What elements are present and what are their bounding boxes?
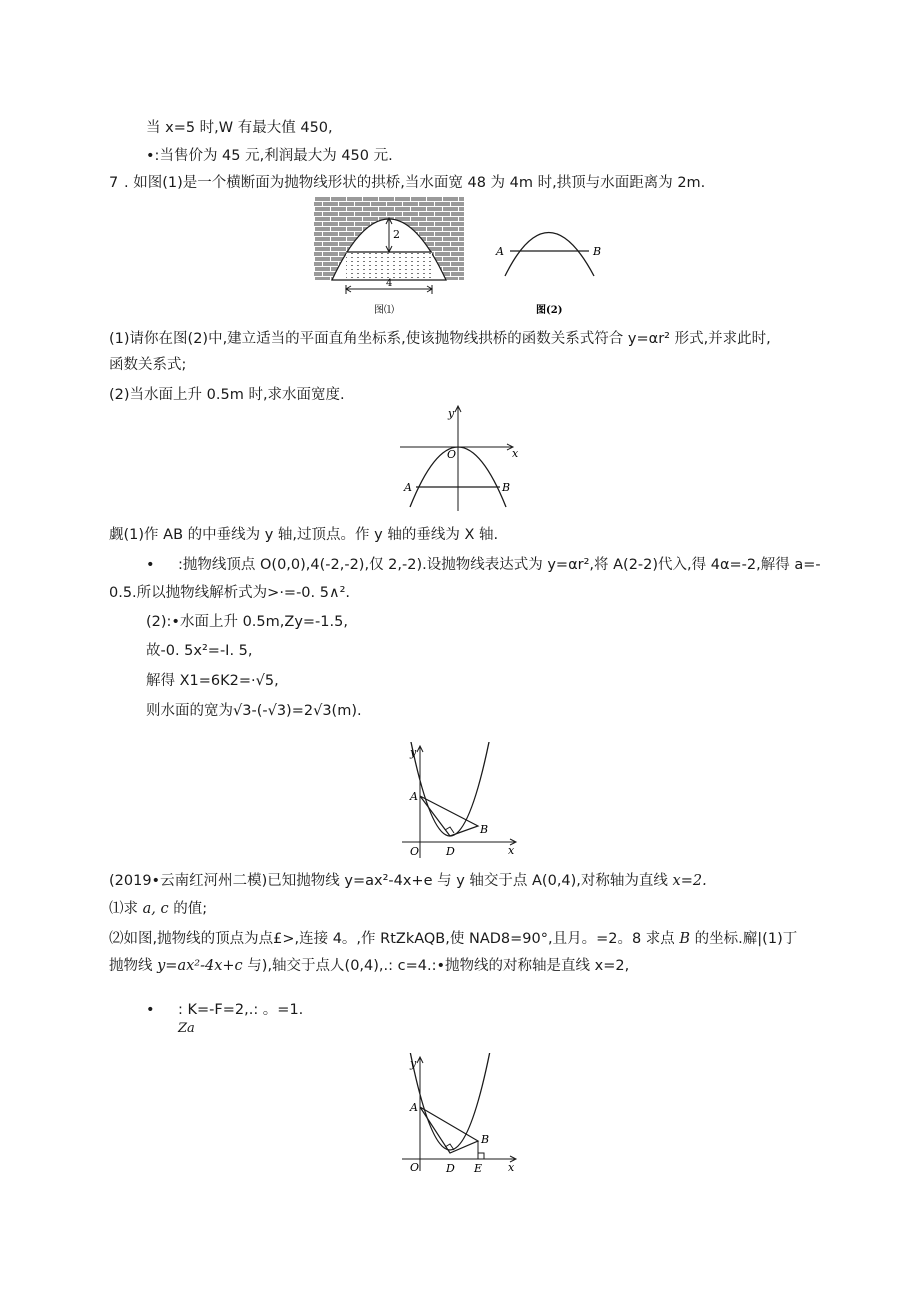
point-a-label: A	[410, 790, 418, 803]
triangle-adb	[420, 796, 478, 836]
figure-1-arch-bridge	[314, 196, 466, 321]
solution-line-5: 故-0. 5x²=-I. 5,	[146, 643, 253, 659]
point-b-symbol: B	[679, 931, 691, 947]
x-axis-label: x	[512, 447, 519, 460]
triangle-adb	[420, 1107, 478, 1153]
question-7-stem: . 如图(1)是一个横断面为抛物线形状的拱桥,当水面宽 48 为 4m 时,拱顶与水面距离为 2m.	[124, 175, 706, 191]
figure-4-triangle-parabola	[398, 742, 520, 864]
figure-1-caption: 图⑴	[374, 305, 394, 316]
problem-8-part-1	[109, 899, 207, 919]
point-d-label: D	[446, 845, 455, 858]
point-b-label: B	[481, 1133, 490, 1146]
point-b-label: B	[593, 245, 602, 258]
problem-8-solution-1	[109, 956, 629, 976]
solution-line-7: 则水面的宽为√3-(-√3)=2√3(m).	[146, 703, 362, 719]
part-1-prefix: ⑴求	[109, 901, 143, 917]
origin-label: O	[410, 845, 420, 858]
figure-2-parabola	[490, 203, 608, 320]
width-label: 4	[386, 278, 393, 289]
solution-line-4: (2):•水面上升 0.5m,Zy=-1.5,	[146, 614, 348, 630]
problem-8-stem	[109, 871, 707, 891]
figure-2-caption: 图(2)	[536, 305, 563, 316]
point-a-label: A	[496, 245, 504, 258]
text-line-1: 当 x=5 时,W 有最大值 450,	[146, 120, 333, 136]
water-region	[346, 252, 432, 279]
solution-suffix: 与),轴交于点人(0,4),.: c=4.:•抛物线的对称轴是直线 x=2,	[242, 958, 630, 974]
point-b-label: B	[502, 481, 511, 494]
origin-label: O	[410, 1161, 420, 1174]
point-b-label: B	[480, 823, 489, 836]
figure-5-triangle-parabola-e	[398, 1053, 520, 1175]
y-axis-label: y	[448, 407, 455, 420]
parabola-curve	[408, 1053, 492, 1150]
point-d-label: D	[446, 1162, 455, 1175]
fraction-denominator: Za	[178, 1021, 195, 1036]
bullet: •	[146, 557, 155, 573]
problem-8-solution-2: : K=-F=2,.: 。=1.	[178, 1002, 304, 1018]
parabola-curve	[408, 742, 492, 836]
x-axis-label: x	[508, 1161, 515, 1174]
problem-8-part-2	[109, 929, 797, 949]
question-number: 7	[109, 175, 119, 191]
sub-question-2: (2)当水面上升 0.5m 时,求水面宽度.	[109, 387, 345, 403]
point-a-label: A	[410, 1101, 418, 1114]
problem-8-stem-main: (2019•云南红河州二模)已知抛物线 y=ax²-4x+e 与 y 轴交于点 A(0,4),对称轴为直线	[109, 873, 673, 889]
bullet-2: •	[146, 1002, 155, 1018]
part-1-suffix: 的值;	[168, 901, 208, 917]
part-1-vars: a, c	[142, 901, 169, 917]
solution-line-1: 觑(1)作 AB 的中垂线为 y 轴,过顶点。作 y 轴的垂线为 X 轴.	[109, 527, 499, 543]
solution-line-2: :抛物线顶点 O(0,0),4(-2,-2),仅 2,-2).设抛物线表达式为 y=αr²,将 A(2-2)代入,得 4α=-2,解得 a=-	[178, 557, 821, 573]
parabola-curve	[505, 233, 594, 277]
y-axis-label: y	[410, 746, 417, 759]
y-axis-label: y	[410, 1057, 417, 1070]
origin-label: O	[447, 448, 457, 461]
parabola-expr: y=ax²-4x+c	[157, 958, 243, 974]
point-a-label: A	[404, 481, 412, 494]
solution-line-3: 0.5.所以抛物线解析式为>·=-0. 5∧².	[109, 585, 351, 601]
text-line-2: •:当售价为 45 元,利润最大为 450 元.	[146, 148, 393, 164]
part-2-suffix: 的坐标.廨|(1)丁	[690, 931, 798, 947]
sub-question-1: (1)请你在图(2)中,建立适当的平面直角坐标系,使该抛物线拱桥的函数关系式符合 y=αr² 形式,并求此时,	[109, 331, 771, 347]
x-axis-label: x	[508, 844, 515, 857]
sub-question-1-cont: 函数关系式;	[109, 357, 187, 373]
symmetry-axis-expr: x=2.	[672, 873, 707, 889]
solution-prefix: 抛物线	[109, 958, 158, 974]
solution-line-6: 解得 X1=6K2=·√5,	[146, 673, 279, 689]
part-2-main: ⑵如图,抛物线的顶点为点£>,连接 4。,作 RtZkAQB,使 NAD8=90°,且月。=2。8 求点	[109, 931, 680, 947]
figure-3-coordinate-parabola	[396, 403, 524, 515]
height-label: 2	[393, 228, 400, 241]
point-e-label: E	[474, 1162, 483, 1175]
